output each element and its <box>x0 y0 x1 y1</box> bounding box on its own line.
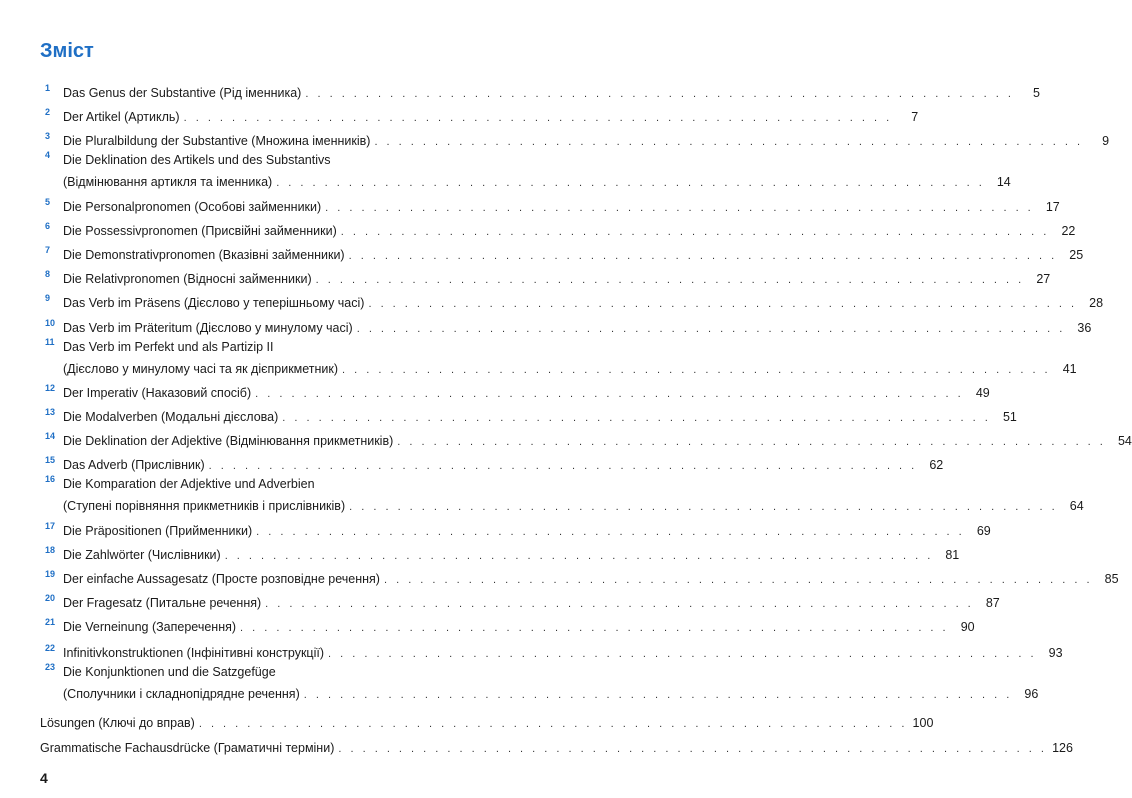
toc-entry-line <box>63 271 1051 287</box>
chapter-number: 14 <box>45 431 56 441</box>
toc-entry-page-number: 5 <box>1032 86 1040 100</box>
toc-entry-page-number: 93 <box>1048 646 1063 660</box>
toc-entry-page-number: 22 <box>1061 224 1076 238</box>
chapter-number: 16 <box>45 474 56 484</box>
toc-entry-title[interactable]: Das Genus der Substantive (Рід іменника) <box>63 86 302 100</box>
chapter-number: 23 <box>45 662 56 672</box>
toc-entry-title[interactable]: Die Demonstrativpronomen (Вказівні займенники) <box>63 248 345 262</box>
chapter-number: 8 <box>45 269 51 279</box>
toc-entry-page-number: 25 <box>1069 248 1084 262</box>
toc-entry-page-number: 62 <box>929 458 944 472</box>
toc-entry-title[interactable]: Die Personalpronomen (Особові займенники) <box>63 200 322 214</box>
toc-entry-title-line1[interactable]: Die Konjunktionen und die Satzgefüge <box>63 665 276 679</box>
toc-entry-line <box>63 645 1063 661</box>
toc-entry-page-number: 28 <box>1089 296 1104 310</box>
chapter-number: 3 <box>45 131 51 141</box>
dot-leader: . . . . . . . . . . . . . . . . . . . . . . . . . . . . . . . . . . . . . . . . . . . . . . . . . . . . . . . . . . . <box>342 364 1051 376</box>
chapter-number: 10 <box>45 318 56 328</box>
toc-entry-line <box>63 174 1011 190</box>
toc-entry-line <box>63 109 919 125</box>
toc-entry-line <box>63 385 990 401</box>
appendix-entry-page-number: 100 <box>912 716 934 730</box>
page-number: 4 <box>40 770 48 786</box>
chapter-number: 6 <box>45 221 51 231</box>
toc-entry-page-number: 7 <box>911 110 919 124</box>
toc-entry-title[interactable]: Infinitivkonstruktionen (Інфінітивні конструкції) <box>63 646 324 660</box>
dot-leader: . . . . . . . . . . . . . . . . . . . . . . . . . . . . . . . . . . . . . . . . . . . . . . . . . . . . . . . . . . . <box>374 136 1084 148</box>
toc-entry-line <box>63 619 975 635</box>
toc-entry-line <box>63 686 1039 702</box>
toc-entry-title-line1[interactable]: Die Komparation der Adjektive und Adverbien <box>63 477 315 491</box>
dot-leader: . . . . . . . . . . . . . . . . . . . . . . . . . . . . . . . . . . . . . . . . . . . . . . . . . . . . . . . . . . . <box>349 501 1058 513</box>
appendix-entry-title[interactable]: Lösungen (Ключі до вправ) <box>40 716 195 730</box>
toc-entry-page-number: 14 <box>996 175 1011 189</box>
toc-entry-page-number: 69 <box>976 524 991 538</box>
dot-leader: . . . . . . . . . . . . . . . . . . . . . . . . . . . . . . . . . . . . . . . . . . . . . . . . . . . . . . . . . . . <box>368 298 1078 310</box>
dot-leader: . . . . . . . . . . . . . . . . . . . . . . . . . . . . . . . . . . . . . . . . . . . . . . . . . . . . . . . . . . . <box>338 743 1047 755</box>
toc-entry-page-number: 64 <box>1069 499 1084 513</box>
toc-entry-line <box>63 595 1000 611</box>
chapter-number: 21 <box>45 617 56 627</box>
chapter-number: 9 <box>45 293 51 303</box>
toc-entry-line <box>63 433 1132 449</box>
toc-entry-page-number: 17 <box>1045 200 1060 214</box>
toc-entry-page-number: 90 <box>960 620 975 634</box>
chapter-number: 15 <box>45 455 56 465</box>
dot-leader: . . . . . . . . . . . . . . . . . . . . . . . . . . . . . . . . . . . . . . . . . . . . . . . . . . . . . . . . . . . <box>208 460 918 472</box>
toc-entry-line <box>63 320 1092 336</box>
chapter-number: 20 <box>45 593 56 603</box>
toc-entry-line <box>63 523 991 539</box>
toc-entry-title-line1[interactable]: Das Verb im Perfekt und als Partizip II <box>63 340 274 354</box>
toc-entry-title[interactable]: Das Verb im Präsens (Дієслово у теперішньому часі) <box>63 296 365 310</box>
dot-leader: . . . . . . . . . . . . . . . . . . . . . . . . . . . . . . . . . . . . . . . . . . . . . . . . . . . . . . . . . . . <box>198 718 908 730</box>
toc-entry-page-number: 49 <box>975 386 990 400</box>
chapter-number: 1 <box>45 83 51 93</box>
toc-entry-title[interactable]: Die Possessivpronomen (Присвійні займенники) <box>63 224 337 238</box>
toc-entry-title[interactable]: Der Imperativ (Наказовий спосіб) <box>63 386 252 400</box>
chapter-number: 11 <box>45 337 55 347</box>
dot-leader: . . . . . . . . . . . . . . . . . . . . . . . . . . . . . . . . . . . . . . . . . . . . . . . . . . . . . . . . . . . <box>305 88 1014 100</box>
dot-leader: . . . . . . . . . . . . . . . . . . . . . . . . . . . . . . . . . . . . . . . . . . . . . . . . . . . . . . . . . . . <box>183 112 893 124</box>
toc-entry-page-number: 54 <box>1117 434 1132 448</box>
toc-entry-page-number: 27 <box>1036 272 1051 286</box>
dot-leader: . . . . . . . . . . . . . . . . . . . . . . . . . . . . . . . . . . . . . . . . . . . . . . . . . . . . . . . . . . . <box>328 648 1037 660</box>
chapter-number: 2 <box>45 107 51 117</box>
appendix-entry-title[interactable]: Grammatische Fachausdrücke (Граматичні терміни) <box>40 741 335 755</box>
toc-entry-title-line1[interactable]: Die Deklination des Artikels und des Substantivs <box>63 153 331 167</box>
dot-leader: . . . . . . . . . . . . . . . . . . . . . . . . . . . . . . . . . . . . . . . . . . . . . . . . . . . . . . . . . . . <box>265 598 974 610</box>
toc-entry-title[interactable]: Der Fragesatz (Питальне речення) <box>63 596 262 610</box>
dot-leader: . . . . . . . . . . . . . . . . . . . . . . . . . . . . . . . . . . . . . . . . . . . . . . . . . . . . . . . . . . . <box>356 323 1066 335</box>
dot-leader: . . . . . . . . . . . . . . . . . . . . . . . . . . . . . . . . . . . . . . . . . . . . . . . . . . . . . . . . . . . <box>276 177 985 189</box>
toc-entry-page-number: 36 <box>1077 321 1092 335</box>
chapter-number: 13 <box>45 407 56 417</box>
dot-leader: . . . . . . . . . . . . . . . . . . . . . . . . . . . . . . . . . . . . . . . . . . . . . . . . . . . . . . . . . . . <box>325 202 1034 214</box>
toc-entry-title[interactable]: Das Verb im Präteritum (Дієслово у минулому часі) <box>63 321 353 335</box>
toc-entry-line <box>63 295 1104 311</box>
toc-entry-title[interactable]: Der einfache Aussagesatz (Просте розповідне речення) <box>63 572 380 586</box>
toc-entry-title[interactable]: Die Deklination der Adjektive (Відмінювання прикметників) <box>63 434 394 448</box>
dot-leader: . . . . . . . . . . . . . . . . . . . . . . . . . . . . . . . . . . . . . . . . . . . . . . . . . . . . . . . . . . . <box>303 689 1013 701</box>
toc-entry-title[interactable]: Die Relativpronomen (Відносні займенники) <box>63 272 312 286</box>
chapter-number: 19 <box>45 569 56 579</box>
dot-leader: . . . . . . . . . . . . . . . . . . . . . . . . . . . . . . . . . . . . . . . . . . . . . . . . . . . . . . . . . . . <box>340 226 1050 238</box>
dot-leader: . . . . . . . . . . . . . . . . . . . . . . . . . . . . . . . . . . . . . . . . . . . . . . . . . . . . . . . . . . . <box>255 388 964 400</box>
dot-leader: . . . . . . . . . . . . . . . . . . . . . . . . . . . . . . . . . . . . . . . . . . . . . . . . . . . . . . . . . . . <box>348 250 1058 262</box>
toc-entry-line <box>63 199 1060 215</box>
toc-entry-title[interactable]: Das Adverb (Прислівник) <box>63 458 205 472</box>
toc-entry-page-number: 87 <box>985 596 1000 610</box>
dot-leader: . . . . . . . . . . . . . . . . . . . . . . . . . . . . . . . . . . . . . . . . . . . . . . . . . . . . . . . . . . . <box>397 436 1106 448</box>
toc-entry-page-number: 81 <box>945 548 960 562</box>
dot-leader: . . . . . . . . . . . . . . . . . . . . . . . . . . . . . . . . . . . . . . . . . . . . . . . . . . . . . . . . . . . <box>383 574 1093 586</box>
toc-entry-line <box>63 547 960 563</box>
toc-entry-line <box>63 571 1119 587</box>
toc-entry-title[interactable]: Die Modalverben (Модальні дієслова) <box>63 410 279 424</box>
chapter-number: 4 <box>45 150 51 160</box>
toc-entry-line <box>63 498 1084 514</box>
appendix-entry-line <box>40 740 1073 756</box>
chapter-number: 18 <box>45 545 56 555</box>
toc-entry-title[interactable]: Die Pluralbildung der Substantive (Множина іменників) <box>63 134 371 148</box>
toc-entry-title[interactable]: (Відмінювання артикля та іменника) <box>63 175 273 189</box>
toc-entry-title[interactable]: Die Präpositionen (Прийменники) <box>63 524 253 538</box>
dot-leader: . . . . . . . . . . . . . . . . . . . . . . . . . . . . . . . . . . . . . . . . . . . . . . . . . . . . . . . . . . . <box>224 550 934 562</box>
toc-entry-title[interactable]: Die Zahlwörter (Числівники) <box>63 548 221 562</box>
appendix-entry-page-number: 126 <box>1052 741 1073 755</box>
chapter-number: 12 <box>45 383 56 393</box>
toc-entry-title[interactable]: (Дієслово у минулому часі та як дієприкметник) <box>63 362 339 376</box>
chapter-number: 17 <box>45 521 56 531</box>
toc-entry-title[interactable]: (Ступені порівняння прикметників і прислівників) <box>63 499 346 513</box>
toc-entry-line <box>63 223 1076 239</box>
toc-entry-page-number: 85 <box>1104 572 1119 586</box>
chapter-number: 7 <box>45 245 51 255</box>
dot-leader: . . . . . . . . . . . . . . . . . . . . . . . . . . . . . . . . . . . . . . . . . . . . . . . . . . . . . . . . . . . <box>256 526 965 538</box>
dot-leader: . . . . . . . . . . . . . . . . . . . . . . . . . . . . . . . . . . . . . . . . . . . . . . . . . . . . . . . . . . . <box>315 274 1025 286</box>
toc-entry-page-number: 41 <box>1062 362 1077 376</box>
toc-entry-page-number: 51 <box>1002 410 1017 424</box>
toc-entry-title[interactable]: (Сполучники і складнопідрядне речення) <box>63 687 300 701</box>
dot-leader: . . . . . . . . . . . . . . . . . . . . . . . . . . . . . . . . . . . . . . . . . . . . . . . . . . . . . . . . . . . <box>282 412 991 424</box>
page-title: Зміст <box>40 40 94 62</box>
dot-leader: . . . . . . . . . . . . . . . . . . . . . . . . . . . . . . . . . . . . . . . . . . . . . . . . . . . . . . . . . . . <box>240 622 949 634</box>
toc-entry-title[interactable]: Die Verneinung (Заперечення) <box>63 620 237 634</box>
toc-entry-line <box>63 409 1017 425</box>
toc-entry-line <box>63 361 1077 377</box>
toc-entry-line <box>63 457 944 473</box>
toc-entry-line <box>63 85 1040 101</box>
toc-entry-page-number: 96 <box>1024 687 1039 701</box>
appendix-entry-line <box>40 715 934 731</box>
toc-entry-line <box>63 133 1110 149</box>
toc-entry-line <box>63 247 1084 263</box>
toc-entry-title[interactable]: Der Artikel (Артикль) <box>63 110 180 124</box>
toc-entry-page-number: 9 <box>1102 134 1110 148</box>
chapter-number: 22 <box>45 643 56 653</box>
chapter-number: 5 <box>45 197 51 207</box>
